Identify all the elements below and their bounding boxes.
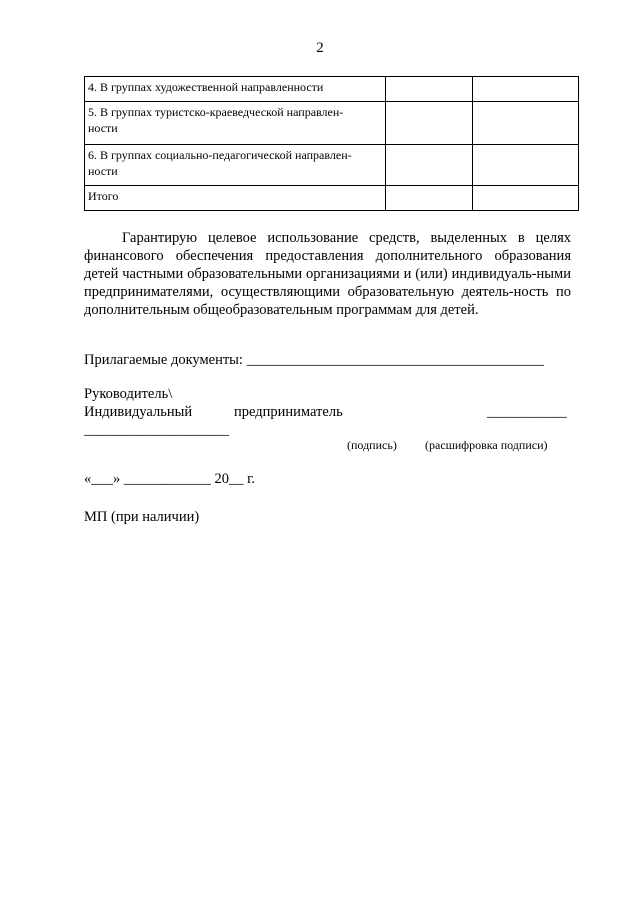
attachments-label: Прилагаемые документы:: [84, 352, 243, 368]
table-cell-label: [85, 186, 386, 211]
table-cell-label: [85, 77, 386, 102]
signature-role-line1: Руководитель\: [84, 386, 173, 402]
table-row: [85, 77, 579, 102]
attachments-blank: _________________________________________: [246, 352, 544, 368]
table-cell-label: [85, 145, 386, 186]
table-row: [85, 186, 579, 211]
signature-caption-sign: (подпись): [347, 438, 397, 452]
stamp-note: МП (при наличии): [84, 509, 200, 525]
page-number: 2: [316, 40, 324, 56]
report-table: [84, 76, 579, 211]
attachments-line: [84, 351, 544, 369]
signature-blank-left: ____________________: [84, 422, 229, 438]
row-label: 6. В группах социально-педагогической направлен- ности: [88, 148, 352, 178]
signature-caption-decode: (расшифровка подписи): [425, 438, 548, 452]
signature-role-word1: Индивидуальный: [84, 404, 193, 420]
table-cell-value: [473, 145, 579, 186]
table-cell-value: [386, 186, 473, 211]
table-cell-value: [473, 77, 579, 102]
table-cell-label: [85, 102, 386, 145]
row-label: 5. В группах туристско-краеведческой направлен- ности: [88, 105, 344, 135]
table-row: [85, 145, 579, 186]
signature-blank-right: ___________: [487, 404, 567, 420]
signature-role-word2: предприниматель: [234, 404, 343, 420]
table-cell-value: [386, 145, 473, 186]
table-cell-value: [386, 102, 473, 145]
guarantee-paragraph: Гарантирую целевое использование средств, выделенных в целях финансового обеспечения предоставления дополнительного образования детей частными образовательными организациями и (или) индивидуаль-ными предпринимателями, осуществляющими образовательную деятель-ность по дополнительным общеобразовательным программам для детей.: [84, 230, 571, 318]
table-cell-value: [473, 186, 579, 211]
table-cell-value: [473, 102, 579, 145]
row-label: Итого: [88, 189, 119, 203]
table-row: [85, 102, 579, 145]
date-line: «___» ____________ 20__ г.: [84, 471, 256, 487]
row-label: 4. В группах художественной направленности: [88, 80, 324, 94]
table-cell-value: [386, 77, 473, 102]
